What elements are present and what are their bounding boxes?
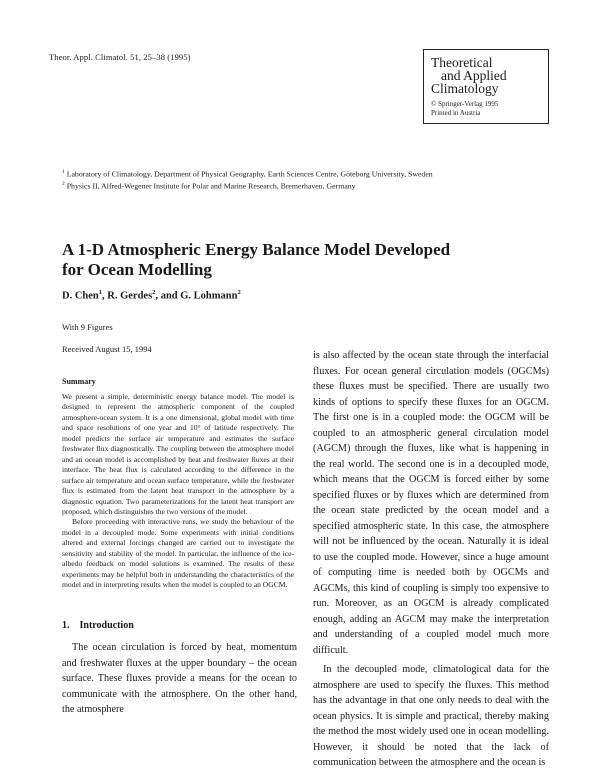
affiliation-number: 1 xyxy=(62,169,65,175)
affiliation-2 xyxy=(62,181,356,191)
journal-name-line: Climatology xyxy=(431,81,499,96)
copyright-line: © Springer-Verlag 1995 xyxy=(431,100,499,108)
summary-heading: Summary xyxy=(62,377,96,386)
summary-body xyxy=(62,392,294,591)
journal-citation: Theor. Appl. Climatol. 51, 25–38 (1995) xyxy=(49,52,191,62)
journal-name-line: Theoretical xyxy=(431,55,493,70)
title-line: for Ocean Modelling xyxy=(62,259,212,279)
publisher-info xyxy=(431,100,542,117)
author-name: D. Chen xyxy=(62,290,99,302)
author-affiliation: 1 xyxy=(98,289,103,296)
paper-title xyxy=(62,240,462,279)
affiliation-text: Physics II, Alfred-Wegener Institute for Polar and Marine Research, Bremerhaven, Germany xyxy=(66,181,356,191)
author-separator: , and xyxy=(155,290,181,302)
section-number: 1. xyxy=(62,620,70,631)
author-name: R. Gerdes xyxy=(107,290,153,302)
affiliation-number: 2 xyxy=(62,181,65,187)
journal-logo-box xyxy=(423,49,549,124)
affiliation-1 xyxy=(62,169,433,179)
right-column xyxy=(313,348,549,771)
intro-body xyxy=(62,640,297,718)
section-heading xyxy=(62,620,134,631)
summary-paragraph: Before proceeding with interactive runs, we study the behaviour of the model in a decoupled mode. Some experiments with initial conditions altered and external forcings changed are carried out to investigate the sensitivity and stability of the model. In particular, the influence of the ice-albedo feedback on model solutions is examined. The results of these experiments may be helpful both in understanding the characteristics of the model and in interpreting results when the model is coupled to an OGCM. xyxy=(62,517,294,590)
author-affiliation: 2 xyxy=(237,289,241,296)
figures-note: With 9 Figures xyxy=(62,322,113,332)
body-paragraph: In the decoupled mode, climatological data for the atmosphere are used to specify the fluxes. This method has the advantage in that one only needs to deal with the ocean physics. It is simple and practical, thereby making the method the most widely used one in ocean modelling. However, it should be noted that the lack of communication between the atmosphere and the ocean is xyxy=(313,664,549,768)
section-title: Introduction xyxy=(79,620,134,631)
printed-line: Printed in Austria xyxy=(431,108,481,117)
author-separator: , xyxy=(102,290,108,302)
title-line: A 1-D Atmospheric Energy Balance Model Developed xyxy=(62,240,451,259)
received-date: Received August 15, 1994 xyxy=(62,344,152,354)
summary-paragraph: We present a simple, deterministic energy balance model. The model is designed to represent the atmospheric component of the coupled atmosphere-ocean system. It is a one dimensional, global model with time and space resolutions of one year and 10° of latitude respectively. The model predicts the surface air temperature and estimates the surface freshwater flux diagnostically. The coupling between the atmosphere model and an ocean model is accomplished by heat and freshwater fluxes at their interface. The heat flux is calculated according to the difference in the surface air temperature and ocean surface temperature, while the freshwater flux is estimated from the latent heat transport in the atmosphere by a diagnostic equation. Two parameterizations for the latent heat transport are proposed, which distinguishes the two versions of the model. xyxy=(62,392,294,516)
body-paragraph: is also affected by the ocean state through the interfacial fluxes. For ocean general circulation models (OGCMs) these fluxes must be specified. There are usually two kinds of options to specify these fluxes for an OGCM. The first one is in a coupled mode: the OGCM will be coupled to an atmospheric general circulation model (AGCM) through the fluxes, like what is happening in the real world. The second one is in a decoupled mode, which means that the OGCM is forced either by some specified fluxes or by fluxes which are determined from the ocean state predicted by the ocean model and a specified atmospheric state. In this case, the atmosphere will not be influenced by the ocean. Naturally it is ideal to use the coupled mode. However, since a huge amount of computing time is needed both by OGCMs and AGCMs, this kind of coupling is simply too expensive to run. Moreover, as an OGCM is already complicated enough, adding an AGCM may make the interpretation and understanding of a coupled model much more difficult. xyxy=(313,350,549,656)
affiliation-text: Laboratory of Climatology, Department of Physical Geography, Earth Sciences Centre, Göteborg University, Sweden xyxy=(66,169,433,179)
journal-name-line: and Applied xyxy=(441,68,507,83)
author-affiliation: 2 xyxy=(152,289,156,296)
author-list xyxy=(62,289,241,302)
author-name: G. Lohmann xyxy=(180,290,238,302)
journal-name xyxy=(431,56,542,95)
body-paragraph: The ocean circulation is forced by heat, momentum and freshwater fluxes at the upper boundary – the ocean surface. These fluxes provide a means for the ocean to communicate with the atmosphere. On the other hand, the atmosphere xyxy=(62,642,297,715)
